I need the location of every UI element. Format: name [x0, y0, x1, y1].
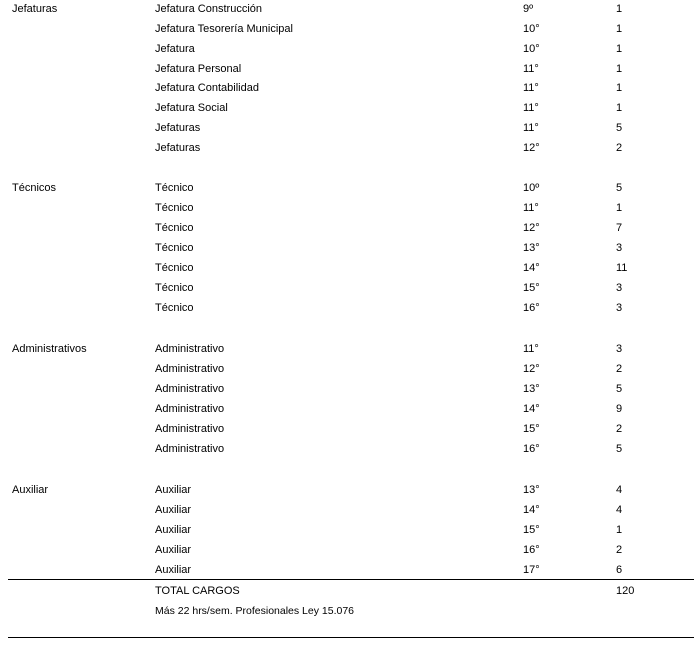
- position-name: Auxiliar: [155, 524, 192, 536]
- position-name: Administrativo: [155, 443, 225, 455]
- grade-value: 11°: [523, 102, 539, 114]
- grade-value: 17°: [523, 564, 540, 576]
- position-name: Técnico: [155, 182, 194, 194]
- total-label: TOTAL CARGOS: [155, 585, 240, 597]
- position-name: Administrativo: [155, 363, 225, 375]
- position-name: Técnico: [155, 242, 194, 254]
- position-name: Auxiliar: [155, 504, 192, 516]
- grade-value: 11°: [523, 82, 539, 94]
- count-value: 3: [616, 242, 623, 254]
- position-name: Auxiliar: [155, 484, 192, 496]
- grade-value: 14°: [523, 403, 540, 415]
- count-value: 7: [616, 222, 623, 234]
- category-label: Administrativos: [12, 343, 87, 355]
- position-name: Jefaturas: [155, 142, 201, 154]
- grade-value: 11°: [523, 202, 539, 214]
- grade-value: 16°: [523, 302, 540, 314]
- position-name: Administrativo: [155, 403, 225, 415]
- grade-value: 10º: [523, 182, 540, 194]
- count-value: 1: [616, 102, 623, 114]
- position-name: Administrativo: [155, 383, 225, 395]
- grade-value: 12°: [523, 363, 540, 375]
- category-label: Auxiliar: [12, 484, 49, 496]
- position-name: Jefatura Contabilidad: [155, 82, 259, 94]
- grade-value: 14°: [523, 262, 540, 274]
- grade-value: 11°: [523, 122, 539, 134]
- grade-value: 15°: [523, 423, 540, 435]
- total-count: 120: [616, 585, 635, 597]
- position-name: Administrativo: [155, 423, 225, 435]
- grade-value: 15°: [523, 524, 540, 536]
- count-value: 9: [616, 403, 623, 415]
- count-value: 5: [616, 383, 623, 395]
- count-value: 2: [616, 363, 623, 375]
- count-value: 1: [616, 23, 623, 35]
- count-value: 5: [616, 122, 623, 134]
- count-value: 5: [616, 182, 623, 194]
- position-name: Jefatura Social: [155, 102, 228, 114]
- grade-value: 15°: [523, 282, 540, 294]
- grade-value: 13°: [523, 242, 540, 254]
- position-name: Técnico: [155, 222, 194, 234]
- position-name: Técnico: [155, 302, 194, 314]
- grade-value: 9º: [523, 3, 534, 15]
- grade-value: 13°: [523, 383, 540, 395]
- bottom-divider: [8, 637, 694, 638]
- grade-value: 16°: [523, 544, 540, 556]
- position-name: Técnico: [155, 282, 194, 294]
- count-value: 1: [616, 3, 623, 15]
- count-value: 3: [616, 282, 623, 294]
- count-value: 2: [616, 544, 623, 556]
- count-value: 5: [616, 443, 623, 455]
- position-name: Jefatura Construcción: [155, 3, 262, 15]
- count-value: 1: [616, 63, 623, 75]
- count-value: 11: [616, 262, 628, 274]
- position-name: Auxiliar: [155, 564, 192, 576]
- position-name: Técnico: [155, 202, 194, 214]
- position-name: Jefatura Tesorería Municipal: [155, 23, 293, 35]
- count-value: 1: [616, 43, 623, 55]
- count-value: 2: [616, 423, 623, 435]
- grade-value: 12°: [523, 222, 540, 234]
- count-value: 4: [616, 484, 623, 496]
- count-value: 2: [616, 142, 623, 154]
- grade-value: 11°: [523, 63, 539, 75]
- grade-value: 16°: [523, 443, 540, 455]
- position-name: Jefaturas: [155, 122, 201, 134]
- category-label: Técnicos: [12, 182, 57, 194]
- position-name: Auxiliar: [155, 544, 192, 556]
- position-name: Administrativo: [155, 343, 225, 355]
- position-name: Técnico: [155, 262, 194, 274]
- count-value: 6: [616, 564, 623, 576]
- grade-value: 13°: [523, 484, 540, 496]
- position-name: Jefatura: [155, 43, 195, 55]
- category-label: Jefaturas: [12, 3, 58, 15]
- count-value: 1: [616, 524, 623, 536]
- count-value: 3: [616, 302, 623, 314]
- footnote: Más 22 hrs/sem. Profesionales Ley 15.076: [155, 605, 355, 617]
- grade-value: 10°: [523, 23, 540, 35]
- grade-value: 14°: [523, 504, 540, 516]
- count-value: 4: [616, 504, 623, 516]
- total-divider: [8, 579, 694, 580]
- grade-value: 10°: [523, 43, 540, 55]
- count-value: 3: [616, 343, 623, 355]
- count-value: 1: [616, 82, 623, 94]
- grade-value: 12°: [523, 142, 540, 154]
- position-name: Jefatura Personal: [155, 63, 242, 75]
- count-value: 1: [616, 202, 623, 214]
- grade-value: 11°: [523, 343, 539, 355]
